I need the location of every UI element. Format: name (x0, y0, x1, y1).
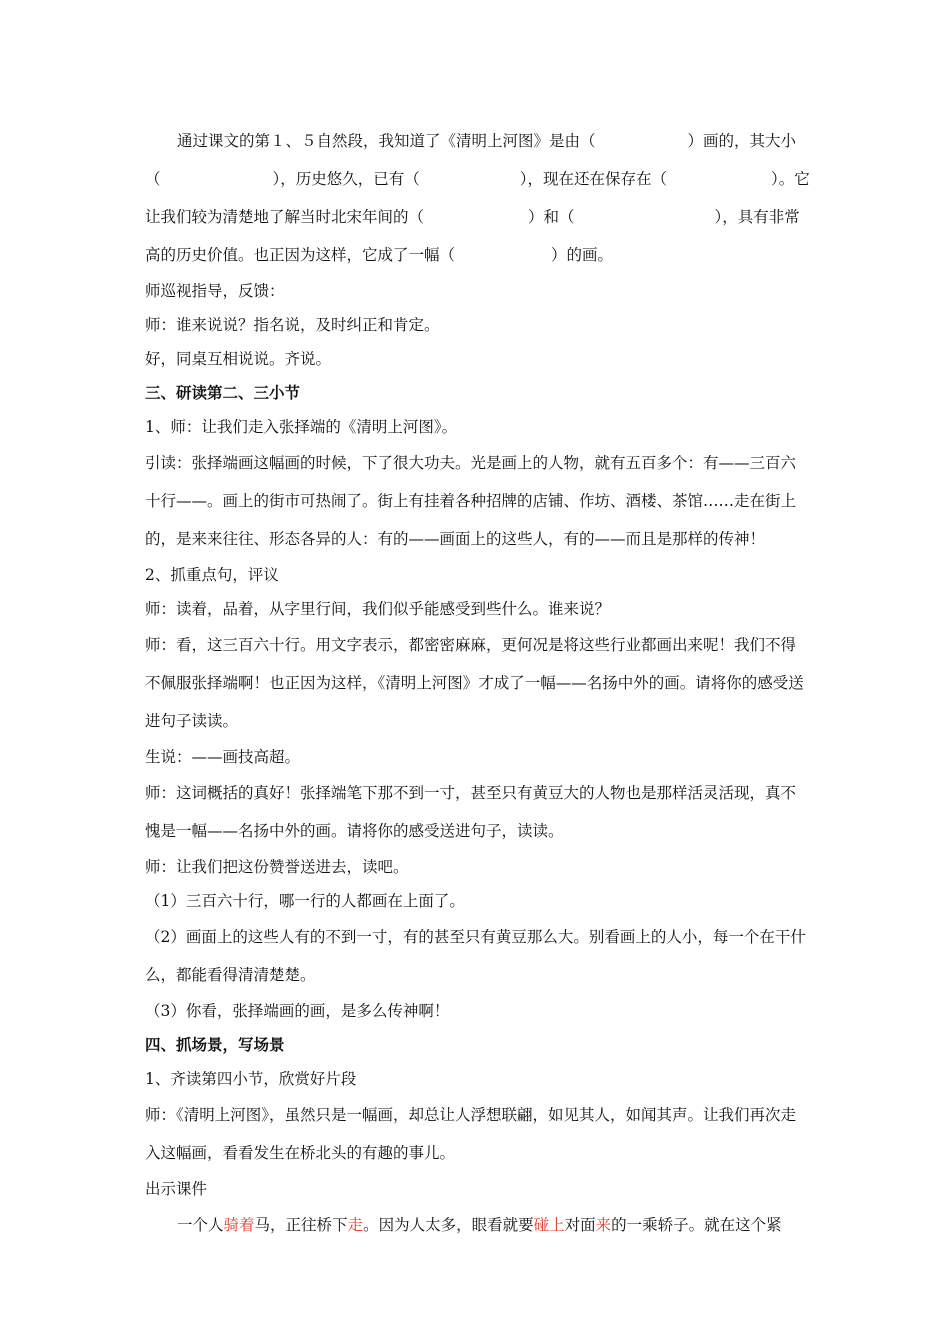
text-line: 好，同桌互相说说。齐说。 (145, 350, 332, 368)
text-paragraph: 师：《清明上河图》，虽然只是一幅画，却总让人浮想联翩，如见其人，如闻其声。让我们再次走入这幅画，看看发生在桥北头的有趣的事儿。 (145, 1106, 797, 1162)
text-line: 生说：——画技高超。 (145, 748, 301, 766)
text-line: 师：谁来说说？指名说，及时纠正和肯定。 (145, 316, 440, 334)
text-run: 。因为人太多，眼看就要 (363, 1216, 534, 1234)
text-run: ）的画。 (551, 246, 614, 264)
text-run: ）和（ (528, 208, 575, 226)
text-run: 马，正往桥下 (254, 1216, 348, 1234)
text-paragraph: 引读：张择端画这幅画的时候，下了很大功夫。光是画上的人物，就有五百多个：有——三百六十行——。画上的街市可热闹了。街上有挂着各种招牌的店铺、作坊、酒楼、茶馆……走在街上的，是来来往往、形态各异的人：有的——画面上的这些人，有的——而且是那样的传神！ (145, 454, 797, 548)
text-run: ）画的，其大小（ (145, 132, 797, 188)
highlighted-word: 碰上 (533, 1216, 565, 1234)
highlighted-word: 走 (347, 1216, 364, 1234)
text-paragraph: 师：这词概括的真好！张择端笔下那不到一寸，甚至只有黄豆大的人物也是那样活灵活现，真不愧是一幅——名扬中外的画。请将你的感受送进句子，读读。 (145, 784, 797, 840)
text-line: 师：读着，品着，从字里行间，我们似乎能感受到些什么。谁来说？ (145, 600, 611, 618)
text-run: ），历史悠久，已有（ (272, 170, 420, 188)
text-run: ）。它让我们较为清楚地了解当时北宋年间的（ (145, 170, 810, 226)
highlighted-word: 骑着 (223, 1216, 255, 1234)
section-heading: 四、抓场景，写场景 (145, 1035, 285, 1054)
text-line: 2、抓重点句，评议 (145, 566, 279, 584)
text-run: 对面 (564, 1216, 596, 1234)
document-body (145, 122, 810, 1244)
text-line: 1、齐读第四小节，欣赏好片段 (145, 1070, 357, 1088)
text-line: 1、师：让我们走入张择端的《清明上河图》。 (145, 418, 458, 436)
text-run: 一个人 (177, 1216, 224, 1234)
highlighted-word: 来 (595, 1216, 612, 1234)
text-line: 出示课件 (145, 1180, 208, 1198)
text-paragraph: 师：看，这三百六十行。用文字表示，都密密麻麻，更何况是将这些行业都画出来呢！我们不得不佩服张择端啊！也正因为这样，《清明上河图》才成了一幅——名扬中外的画。请将你的感受送进句子读读。 (145, 636, 804, 730)
list-item: （1）三百六十行，哪一行的人都画在上面了。 (145, 892, 465, 910)
text-line: 师巡视指导，反馈： (145, 282, 285, 300)
text-line: 师：让我们把这份赞誉送进去，读吧。 (145, 858, 409, 876)
text-run: 通过课文的第１、５自然段，我知道了《清明上河图》是由（ (177, 132, 596, 150)
text-run: 的一乘轿子。就在这个紧 (611, 1216, 782, 1234)
text-run: ），现在还在保存在（ (519, 170, 668, 188)
excerpt-paragraph (145, 1206, 810, 1244)
text-run: ），具有非常高的历史价值。也正因为这样，它成了一幅（ (145, 208, 800, 264)
fill-in-paragraph (145, 122, 810, 274)
list-item: （2）画面上的这些人有的不到一寸，有的甚至只有黄豆那么大。别看画上的人小，每一个在干什么，都能看得清清楚楚。 (145, 928, 806, 984)
section-heading: 三、研读第二、三小节 (145, 383, 301, 402)
list-item: （3）你看，张择端画的画，是多么传神啊！ (145, 1002, 450, 1020)
